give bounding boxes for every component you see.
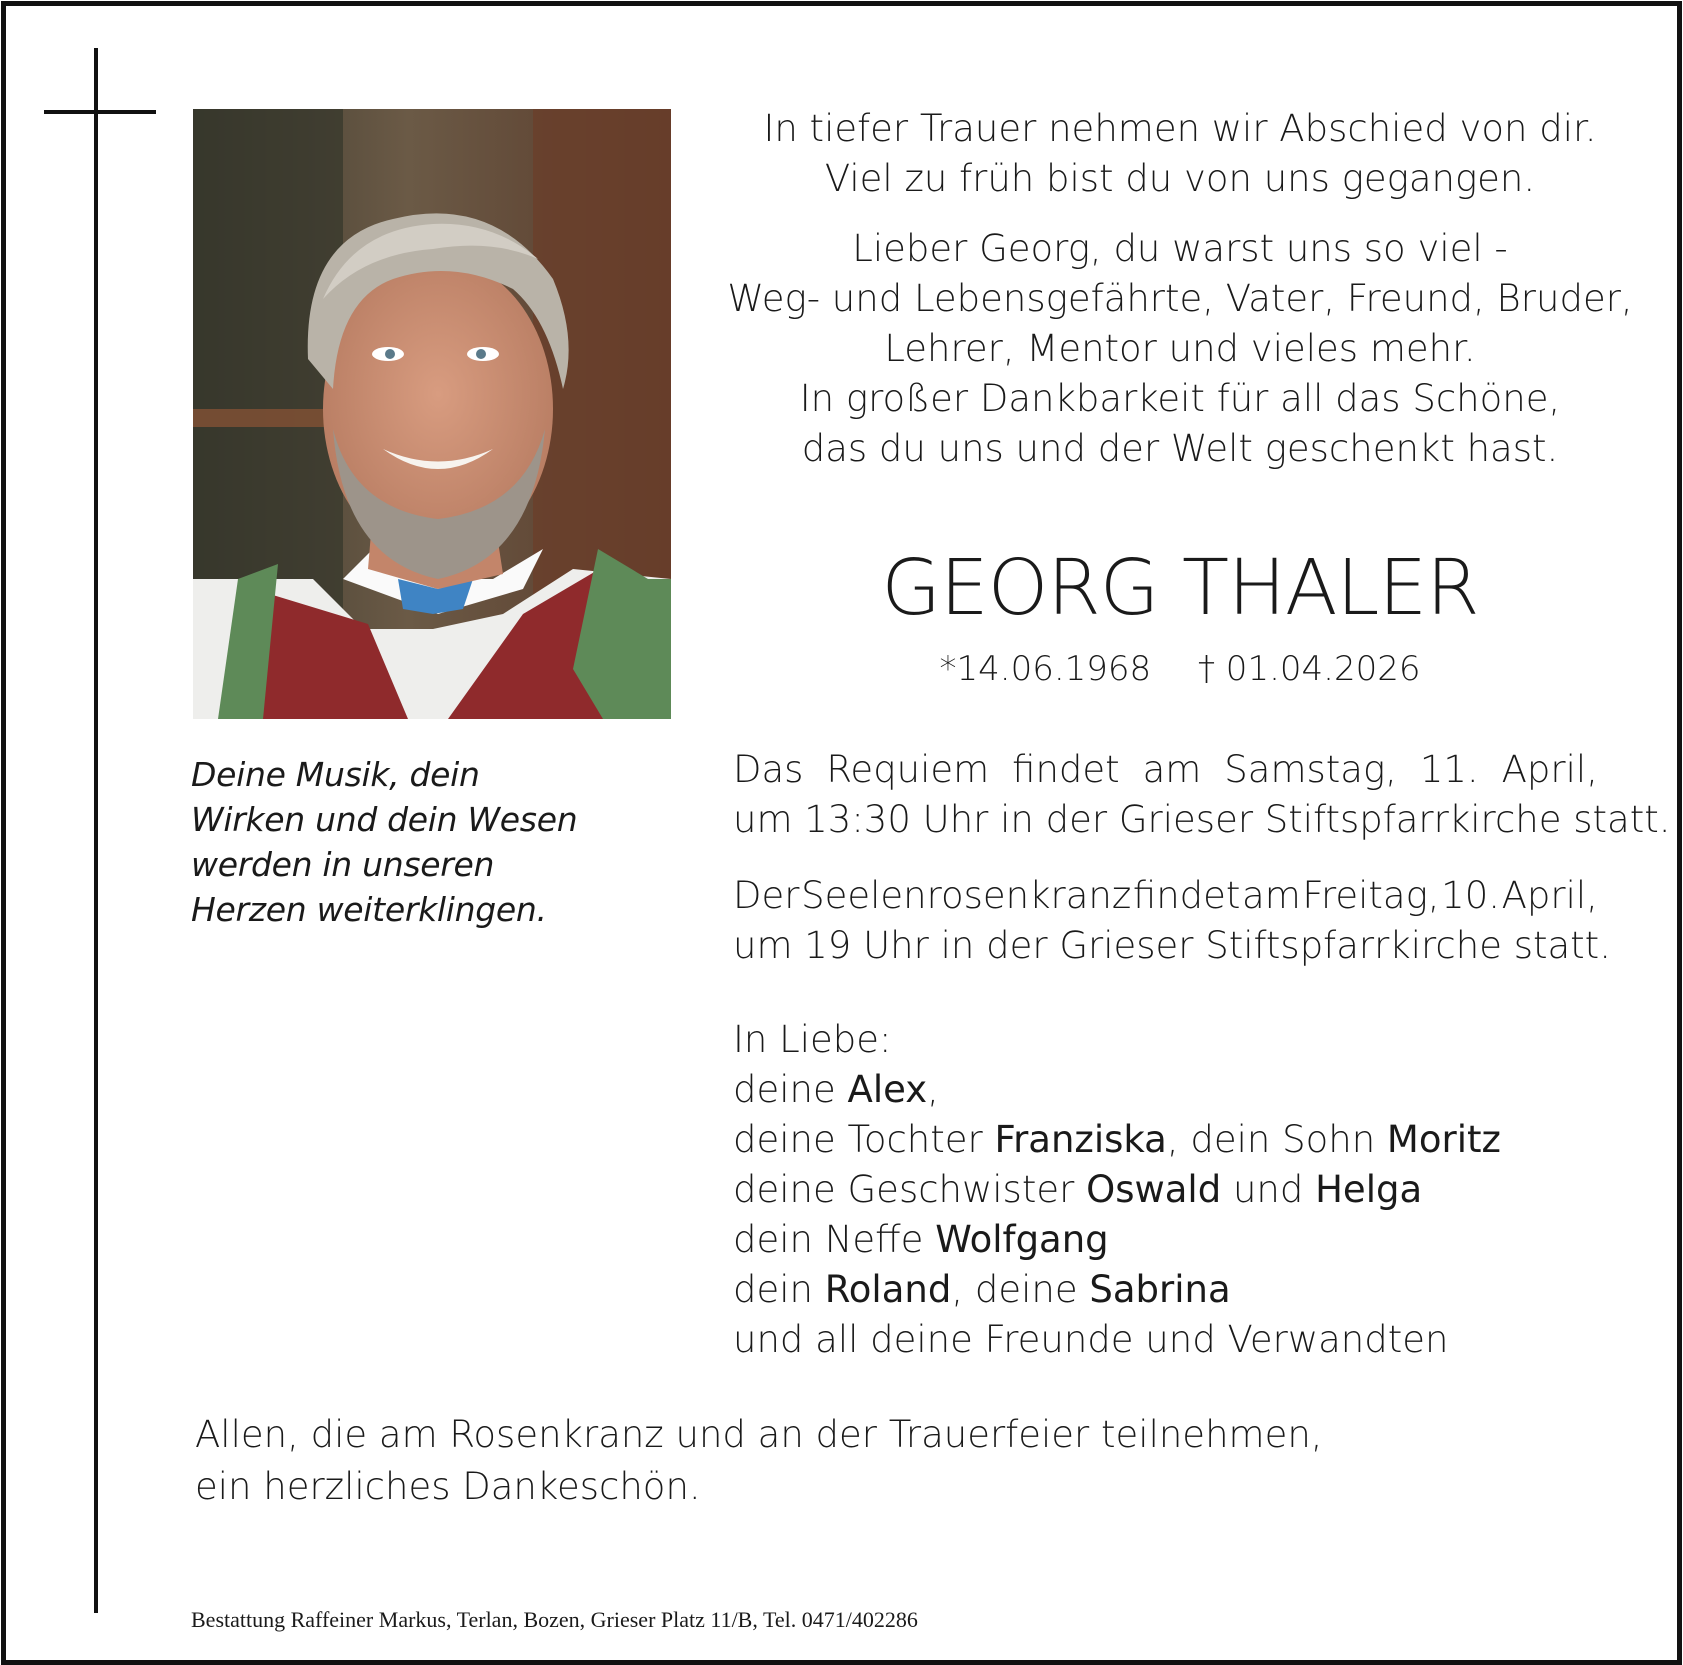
rosary-word: Der — [733, 874, 800, 917]
requiem-word: findet — [1012, 748, 1120, 791]
death-date: † 01.04.2026 — [1198, 649, 1421, 689]
cross-icon-horizontal — [44, 110, 156, 114]
family-list — [733, 1015, 1603, 1365]
family-text: , deine — [951, 1268, 1090, 1311]
thanks-line: Allen, die am Rosenkranz und an der Trauerfeier teilnehmen, — [195, 1413, 1323, 1456]
family-text: , — [927, 1068, 939, 1111]
family-text: deine — [733, 1068, 848, 1111]
requiem-word: 11. — [1419, 748, 1479, 791]
requiem-word: April, — [1501, 748, 1598, 791]
family-member-name: Oswald — [1086, 1168, 1222, 1211]
family-text: und — [1221, 1168, 1316, 1211]
life-dates — [720, 647, 1640, 691]
family-line — [733, 1065, 1603, 1115]
family-text: , dein Sohn — [1166, 1118, 1387, 1161]
tribute-line: Lehrer, Mentor und vieles mehr. — [884, 327, 1476, 370]
intro-text — [720, 104, 1640, 494]
portrait-photo — [193, 109, 671, 719]
tribute-line: Weg- und Lebensgefährte, Vater, Freund, Bruder, — [727, 277, 1633, 320]
rosary-line-1 — [733, 871, 1598, 921]
family-member-name: Roland — [824, 1268, 952, 1311]
family-line — [733, 1165, 1603, 1215]
rosary-line-2: um 19 Uhr in der Grieser Stiftspfarrkirche statt. — [733, 924, 1611, 967]
family-member-name: Moritz — [1386, 1118, 1501, 1161]
requiem-word: Samstag, — [1224, 748, 1397, 791]
cross-icon-vertical — [94, 48, 98, 1613]
requiem-line-1 — [733, 745, 1598, 795]
requiem-paragraph — [733, 745, 1671, 845]
thanks-text — [195, 1409, 1395, 1513]
family-line — [733, 1265, 1603, 1315]
family-member-name: Sabrina — [1089, 1268, 1231, 1311]
rosary-paragraph — [733, 871, 1611, 971]
family-intro: In Liebe: — [733, 1018, 892, 1061]
quote-line: Wirken und dein Wesen — [191, 800, 578, 839]
rosary-word: Freitag, — [1302, 874, 1440, 917]
family-line — [733, 1215, 1603, 1265]
family-member-name: Wolfgang — [935, 1218, 1109, 1261]
rosary-word: April, — [1501, 874, 1598, 917]
tribute-line: das du uns und der Welt geschenkt hast. — [801, 427, 1559, 470]
birth-date: *14.06.1968 — [939, 649, 1152, 689]
rosary-word: findet — [1132, 874, 1241, 917]
funeral-home-footer: Bestattung Raffeiner Markus, Terlan, Bozen, Grieser Platz 11/B, Tel. 0471/402286 — [191, 1607, 918, 1632]
family-member-name: Helga — [1315, 1168, 1423, 1211]
quote-line: werden in unseren — [191, 845, 495, 884]
rosary-word: am — [1242, 874, 1301, 917]
requiem-word: Das — [733, 748, 804, 791]
tribute-line: Lieber Georg, du warst uns so viel - — [852, 227, 1508, 270]
family-member-name: Alex — [847, 1068, 928, 1111]
family-line: und all deine Freunde und Verwandten — [733, 1318, 1449, 1361]
family-text: dein — [733, 1268, 825, 1311]
family-line — [733, 1115, 1603, 1165]
requiem-word: am — [1142, 748, 1202, 791]
quote-text — [191, 752, 661, 932]
family-text: deine Tochter — [733, 1118, 995, 1161]
requiem-word: Requiem — [826, 748, 990, 791]
service-info — [733, 745, 1671, 997]
family-text: deine Geschwister — [733, 1168, 1087, 1211]
rosary-word: Seelenrosenkranz — [801, 874, 1132, 917]
requiem-line-2: um 13:30 Uhr in der Grieser Stiftspfarrkirche statt. — [733, 798, 1671, 841]
quote-line: Deine Musik, dein — [191, 755, 480, 794]
family-member-name: Franziska — [994, 1118, 1167, 1161]
family-text: dein Neffe — [733, 1218, 936, 1261]
intro-line: In tiefer Trauer nehmen wir Abschied von dir. — [763, 107, 1597, 150]
tribute-line: In großer Dankbarkeit für all das Schöne, — [799, 377, 1561, 420]
deceased-name: GEORG THALER — [881, 544, 1479, 633]
quote-line: Herzen weiterklingen. — [191, 890, 547, 929]
thanks-line: ein herzliches Dankeschön. — [195, 1465, 701, 1508]
rosary-word: 10. — [1441, 874, 1500, 917]
intro-line: Viel zu früh bist du von uns gegangen. — [824, 157, 1536, 200]
